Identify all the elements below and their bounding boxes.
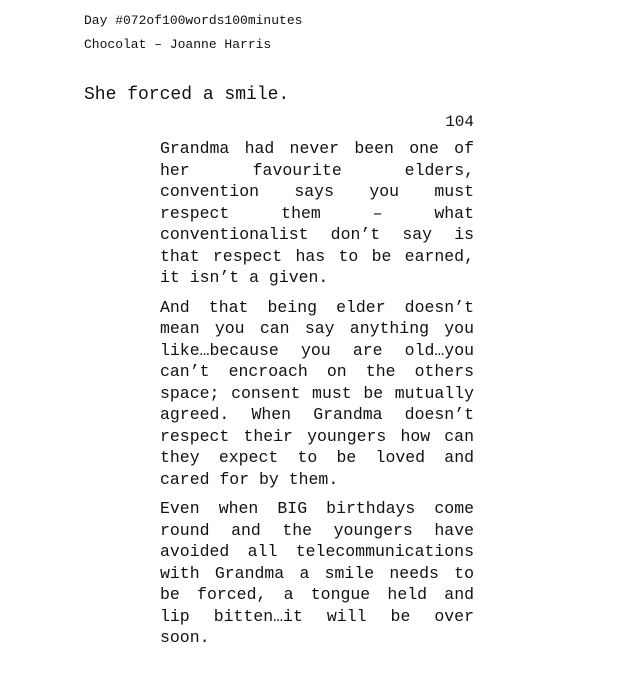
page-number: 104	[445, 113, 474, 131]
paragraph: Grandma had never been one of her favourite elders, convention says you must respect them – what conventionalist don’t say is that respect has to be earned, it isn’t a given.	[160, 139, 474, 287]
day-tag: Day #072of100words100minutes	[84, 13, 303, 28]
quote-line: She forced a smile.	[84, 85, 290, 105]
paragraph: Even when BIG birthdays come round and the youngers have avoided all telecommunications with Grandma a smile needs to be forced, a tongue held and lip bitten…it will be over soon.	[160, 499, 474, 647]
story-body	[160, 138, 474, 657]
book-source: Chocolat – Joanne Harris	[84, 37, 272, 52]
paragraph: And that being elder doesn’t mean you can say anything you like…because you are old…you can’t encroach on the others space; consent must be mutually agreed. When Grandma doesn’t respect their youngers how can they expect to be loved and cared for by them.	[160, 297, 474, 489]
